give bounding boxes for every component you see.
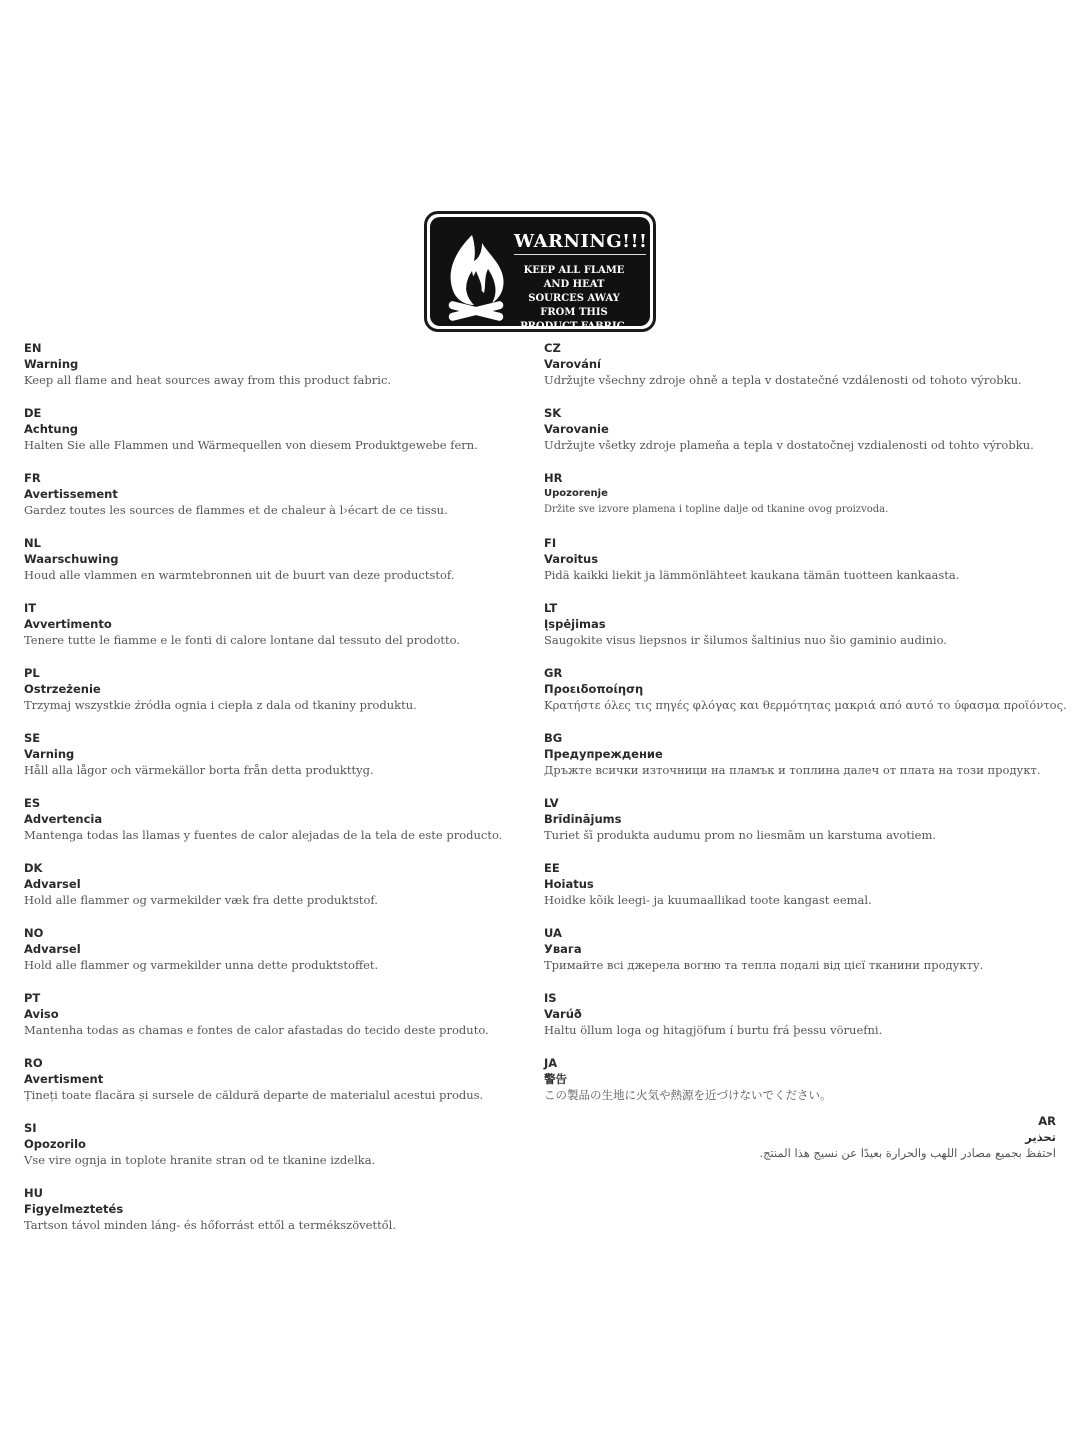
language-code: SI — [24, 1121, 37, 1135]
language-code: CZ — [544, 341, 561, 355]
warning-entry-es — [24, 795, 524, 860]
warning-title: Achtung — [24, 422, 79, 436]
warning-text: Udržujte všetky zdroje plameňa a tepla v dostatočnej vzdialenosti od tohto výrobku. — [544, 438, 1034, 452]
warning-text: Mantenha todas as chamas e fontes de calor afastadas do tecido deste produto. — [24, 1023, 489, 1037]
warning-text: Pidä kaikki liekit ja lämmönlähteet kaukana tämän tuotteen kankaasta. — [544, 568, 960, 582]
warning-entry-dk — [24, 860, 524, 925]
warning-entry-gr — [544, 665, 1067, 730]
warning-entry-ee — [544, 860, 1064, 925]
language-code: DK — [24, 861, 43, 875]
warning-title: Avertissement — [24, 487, 118, 501]
warning-entry-en — [24, 340, 524, 405]
warning-title: Waarschuwing — [24, 552, 119, 566]
warning-title: تحذير — [1025, 1130, 1056, 1144]
warning-title: Avvertimento — [24, 617, 112, 631]
warning-text: Tenere tutte le fiamme e le fonti di calore lontane dal tessuto del prodotto. — [24, 633, 461, 647]
warning-text: Turiet šī produkta audumu prom no liesmām un karstuma avotiem. — [544, 828, 937, 842]
warning-text: Mantenga todas las llamas y fuentes de calor alejadas de la tela de este producto. — [24, 828, 503, 842]
language-code: AR — [1038, 1114, 1056, 1128]
warning-title: Upozorenje — [544, 488, 608, 499]
warning-text: Halten Sie alle Flammen und Wärmequellen von diesem Produktgewebe fern. — [24, 438, 478, 452]
language-code: PT — [24, 991, 41, 1005]
warning-badge-panel — [430, 217, 650, 332]
warning-title: Varovanie — [544, 422, 609, 436]
warning-text: Keep all flame and heat sources away from this product fabric. — [24, 373, 392, 387]
warning-text: Houd alle vlammen en warmtebronnen uit de buurt van deze productstof. — [24, 568, 455, 582]
badge-message: KEEP ALL FLAME AND HEAT SOURCES AWAY FROM THIS PRODUCT FABRIC. — [520, 265, 628, 332]
warning-text: Gardez toutes les sources de flammes et de chaleur à l›écart de ce tissu. — [24, 503, 448, 517]
warning-entry-hu — [24, 1185, 524, 1250]
warning-title: Opozorilo — [24, 1137, 86, 1151]
language-code: FR — [24, 471, 41, 485]
warning-entry-it — [24, 600, 524, 665]
warning-title: Προειδοποίηση — [544, 682, 644, 696]
language-code: HR — [544, 471, 563, 485]
language-code: SK — [544, 406, 562, 420]
warning-text: Håll alla lågor och värmekällor borta från detta produkttyg. — [24, 763, 374, 777]
language-code: PL — [24, 666, 40, 680]
warning-title: Ostrzeżenie — [24, 682, 101, 696]
badge-title: WARNING!!! — [514, 231, 648, 252]
warning-entry-no — [24, 925, 524, 990]
warning-text: この製品の生地に火気や熱源を近づけないでください。 — [544, 1088, 832, 1102]
warning-entry-de — [24, 405, 524, 470]
warning-text: Тримайте всі джерела вогню та тепла подалі від цієї тканини продукту. — [544, 958, 984, 972]
language-code: ES — [24, 796, 41, 810]
warning-entry-fr — [24, 470, 524, 535]
warning-title: Varning — [24, 747, 75, 761]
warning-entry-se — [24, 730, 524, 795]
language-code: UA — [544, 926, 562, 940]
warning-badge — [424, 211, 656, 332]
language-code: EN — [24, 341, 42, 355]
language-code: EE — [544, 861, 560, 875]
warning-entry-ja — [544, 1055, 1064, 1120]
flame-icon — [444, 231, 506, 323]
warning-text: Držite sve izvore plamena i topline dalje od tkanine ovog proizvoda. — [544, 504, 889, 515]
warning-title: Advarsel — [24, 942, 81, 956]
badge-divider — [514, 254, 646, 255]
warning-text: Vse vire ognja in toplote hranite stran od te tkanine izdelka. — [24, 1153, 376, 1167]
warning-title: Увага — [544, 942, 582, 956]
warning-title: Предупреждение — [544, 747, 663, 761]
warning-title: Brīdinājums — [544, 812, 622, 826]
warning-title: Varování — [544, 357, 601, 371]
warning-entry-bg — [544, 730, 1064, 795]
warning-title: Varúð — [544, 1007, 582, 1021]
warning-entry-is — [544, 990, 1064, 1055]
warning-text: Hold alle flammer og varmekilder væk fra dette produktstof. — [24, 893, 378, 907]
warning-title: 警告 — [544, 1072, 567, 1086]
warning-text: Дръжте всички източници на пламък и топлина далеч от плата на този продукт. — [544, 763, 1041, 777]
warning-text: Țineți toate flacăra și sursele de căldură departe de materialul acestui produs. — [24, 1088, 484, 1102]
language-code: BG — [544, 731, 563, 745]
language-code: LV — [544, 796, 559, 810]
left-warning-column — [24, 340, 524, 1250]
warning-title: Įspėjimas — [544, 617, 606, 631]
warning-title: Figyelmeztetés — [24, 1202, 124, 1216]
language-code: RO — [24, 1056, 43, 1070]
language-code: DE — [24, 406, 42, 420]
warning-title: Aviso — [24, 1007, 59, 1021]
language-code: GR — [544, 666, 563, 680]
language-code: LT — [544, 601, 558, 615]
warning-text: Hoidke kõik leegi- ja kuumaallikad toote kangast eemal. — [544, 893, 872, 907]
warning-entry-ar — [536, 1113, 1056, 1161]
warning-text: احتفظ بجميع مصادر اللهب والحرارة بعيدًا عن نسيج هذا المنتج. — [759, 1146, 1056, 1160]
warning-entry-si — [24, 1120, 524, 1185]
warning-text: Tartson távol minden láng- és hőforrást ettől a termékszövettől. — [24, 1218, 396, 1232]
warning-text: Udržujte všechny zdroje ohně a tepla v dostatečné vzdálenosti od tohoto výrobku. — [544, 373, 1022, 387]
warning-entry-sk — [544, 405, 1064, 470]
warning-title: Hoiatus — [544, 877, 594, 891]
warning-text: Saugokite visus liepsnos ir šilumos šaltinius nuo šio gaminio audinio. — [544, 633, 947, 647]
warning-entry-hr — [544, 470, 1064, 535]
warning-title: Varoitus — [544, 552, 599, 566]
language-code: JA — [544, 1056, 558, 1070]
warning-title: Advarsel — [24, 877, 81, 891]
warning-title: Advertencia — [24, 812, 103, 826]
warning-text: Κρατήστε όλες τις πηγές φλόγας και θερμότητας μακριά από αυτό το ύφασμα προϊόντος. — [544, 698, 1067, 712]
warning-text: Hold alle flammer og varmekilder unna dette produktstoffet. — [24, 958, 379, 972]
language-code: NL — [24, 536, 41, 550]
language-code: SE — [24, 731, 41, 745]
warning-entry-pl — [24, 665, 524, 730]
warning-entry-lt — [544, 600, 1064, 665]
warning-text: Trzymaj wszystkie źródła ognia i ciepła z dala od tkaniny produktu. — [24, 698, 417, 712]
warning-entry-fi — [544, 535, 1064, 600]
language-code: IS — [544, 991, 557, 1005]
warning-entry-cz — [544, 340, 1064, 405]
warning-entry-nl — [24, 535, 524, 600]
language-code: HU — [24, 1186, 43, 1200]
warning-text: Haltu öllum loga og hitagjöfum í burtu frá þessu vöruefni. — [544, 1023, 883, 1037]
warning-entry-lv — [544, 795, 1064, 860]
warning-title: Avertisment — [24, 1072, 104, 1086]
language-code: NO — [24, 926, 44, 940]
language-code: FI — [544, 536, 557, 550]
right-warning-column — [544, 340, 1067, 1120]
warning-title: Warning — [24, 357, 79, 371]
warning-entry-ua — [544, 925, 1064, 990]
warning-entry-ro — [24, 1055, 524, 1120]
warning-entry-pt — [24, 990, 524, 1055]
language-code: IT — [24, 601, 37, 615]
